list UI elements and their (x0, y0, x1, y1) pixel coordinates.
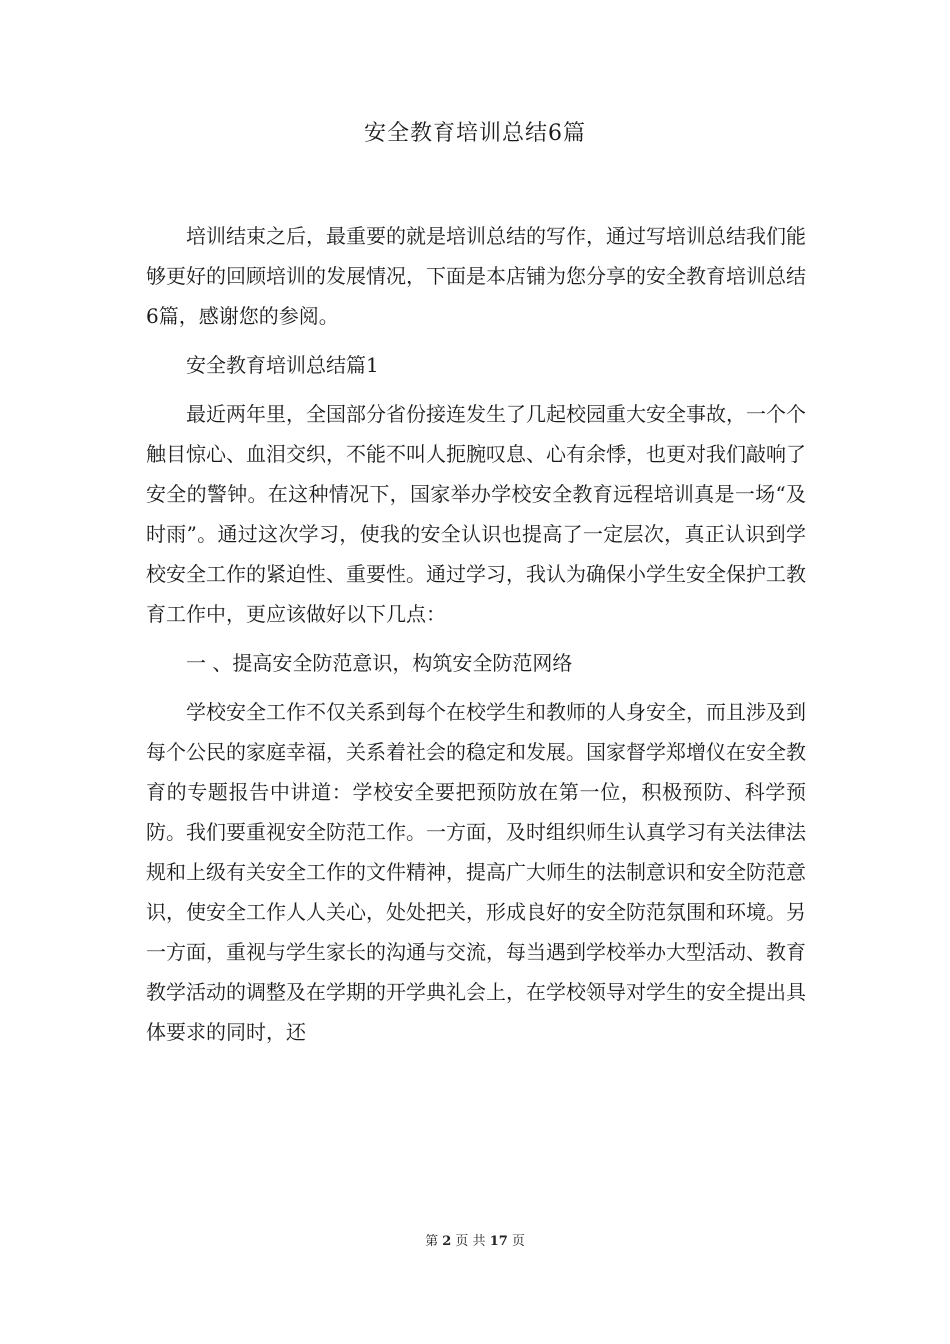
body-paragraph: 学校安全工作不仅关系到每个在校学生和教师的人身安全，而且涉及到每个公民的家庭幸福，关系着社会的稳定和发展。国家督学郑增仪在安全教育的专题报告中讲道：学校安全要把预防放在第一位，积极预防、科学预防。我们要重视安全防范工作。一方面，及时组织师生认真学习有关法律法规和上级有关安全工作的文件精神，提高广大师生的法制意识和安全防范意识，使安全工作人人关心，处处把关，形成良好的安全防范氛围和环境。另一方面，重视与学生家长的沟通与交流，每当遇到学校举办大型活动、教育教学活动的调整及在学期的开学典礼会上，在学校领导对学生的安全提出具体要求的同时，还 (146, 700, 806, 1044)
intro-paragraph: 培训结束之后，最重要的就是培训总结的写作，通过写培训总结我们能够更好的回顾培训的发展情况，下面是本店铺为您分享的安全教育培训总结6篇，感谢您的参阅。 (146, 224, 806, 328)
section-heading: 安全教育培训总结篇1 (186, 353, 379, 377)
document-title: 安全教育培训总结6篇 (364, 121, 586, 146)
current-page-number: 2 (442, 1234, 452, 1249)
total-page-count: 17 (489, 1234, 508, 1249)
footer-middle: 页 共 (455, 1234, 486, 1249)
footer-suffix: 页 (511, 1234, 525, 1249)
subsection-heading: 一 、提高安全防范意识，构筑安全防范网络 (186, 651, 573, 675)
body-paragraph: 最近两年里，全国部分省份接连发生了几起校园重大安全事故，一个个触目惊心、血泪交织，不能不叫人扼腕叹息、心有余悸，也更对我们敲响了安全的警钟。在这种情况下，国家举办学校安全教育远程培训真是一场“及时雨”。通过这次学习，使我的安全认识也提高了一定层次，真正认识到学校安全工作的紧迫性、重要性。通过学习，我认为确保小学生安全保护工教育工作中，更应该做好以下几点： (146, 402, 806, 626)
footer-prefix: 第 (425, 1234, 439, 1249)
document-body (146, 216, 806, 1061)
page-footer (0, 1233, 950, 1251)
